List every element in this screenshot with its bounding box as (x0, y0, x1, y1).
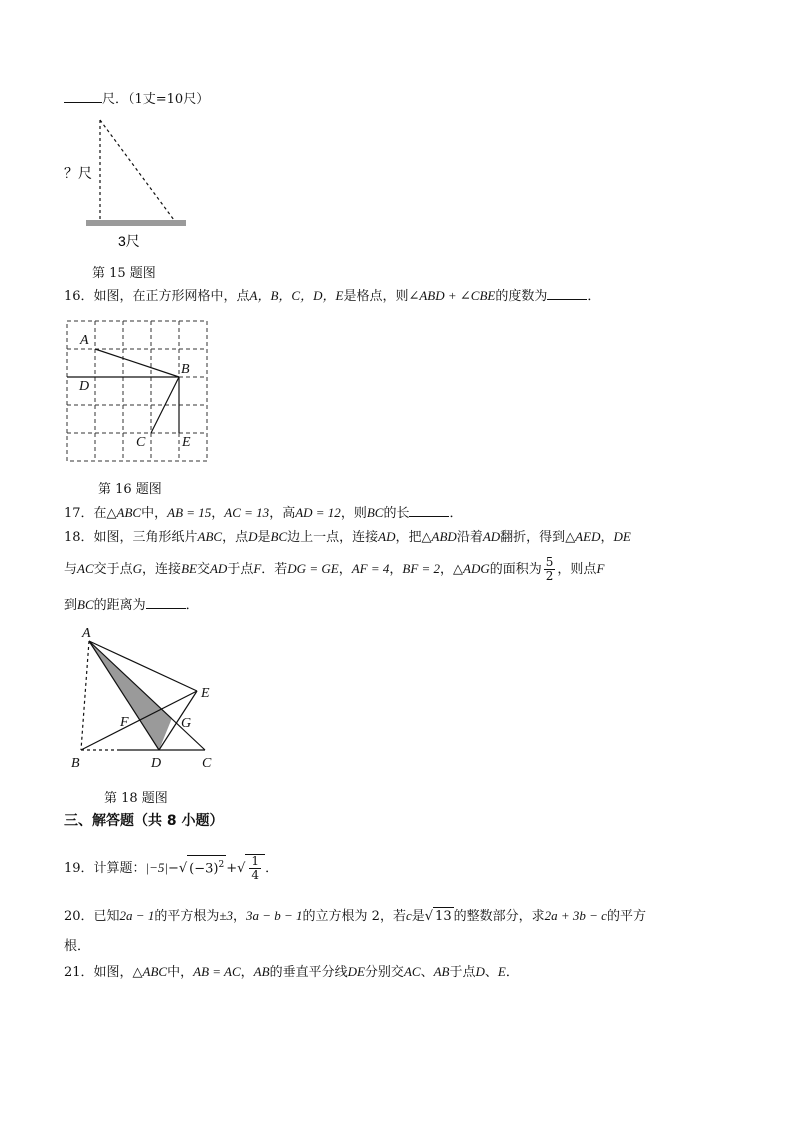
q17-line (64, 504, 462, 523)
q18-label-e: E (201, 686, 210, 701)
q20-sqrt: 13 (435, 909, 452, 924)
q21-line (64, 963, 519, 982)
q18-text: 沿着 (456, 530, 483, 545)
q19-sqrt (187, 855, 226, 878)
q18-math: DG = GE (287, 561, 339, 576)
q21-text: 的垂直平分线 (269, 965, 348, 980)
q21-math: E (497, 964, 506, 979)
q16-label-d: D (79, 379, 90, 394)
q18-text: 与 (64, 562, 78, 577)
q16-expr: ∠ABD + ∠CBE (408, 288, 496, 303)
ground-bar (86, 220, 186, 226)
q20-text: 的立方根为 2，若 (302, 909, 406, 924)
q16-label-a: A (80, 333, 89, 348)
q20-math: ±3 (219, 908, 233, 923)
q18-label-g: G (181, 716, 192, 731)
q16-grid-figure (64, 318, 214, 464)
q18-math: ABC (197, 529, 223, 544)
q18-text: 的距离为 (93, 598, 146, 613)
q18-math: G (132, 561, 143, 576)
frac-numerator: 1 (251, 854, 260, 868)
q20-math: c (405, 908, 412, 923)
q18-text: ，把 (395, 530, 422, 545)
q21-math: AB = AC (193, 964, 241, 979)
q18-text: 的面积为 (489, 562, 542, 577)
q18-line-1 (64, 528, 631, 547)
q21-text: 、 (484, 965, 498, 980)
q21-text: 分别交 (364, 965, 404, 980)
q18-text: ，连接 (142, 562, 182, 577)
q18-math: AC (77, 561, 94, 576)
q21-text: ， (240, 965, 254, 980)
q17-math: BC (366, 505, 384, 520)
section-heading: 三、解答题（共 8 小题） (64, 813, 224, 829)
q16-text: 的度数为 (495, 289, 548, 304)
q18-text: 18．如图，三角形纸片 (64, 530, 198, 545)
q17-text: 的长 (383, 506, 410, 521)
q15-line (64, 90, 209, 109)
q15-label-height: ？尺 (64, 165, 92, 181)
q16-end: ． (587, 289, 601, 304)
q20-text: ， (232, 909, 246, 924)
q18-math: AD (209, 561, 228, 576)
q18-text: ， (389, 562, 403, 577)
q16-line (64, 287, 600, 306)
frac-denominator: 2 (545, 569, 554, 583)
q18-label-d: D (151, 756, 162, 771)
q16-text: 16．如图，在正方形网格中，点 (64, 289, 250, 304)
answer-blank[interactable] (547, 287, 587, 300)
q17-text: ， (211, 506, 225, 521)
q16-caption: 第 16 题图 (98, 482, 162, 497)
q19-exponent: 2 (218, 859, 225, 870)
q18-text: 是 (257, 530, 271, 545)
shaded-triangle-adg (89, 641, 172, 750)
answer-blank[interactable] (146, 596, 186, 609)
q18-text: 边上一点，连接 (287, 530, 379, 545)
q18-text: ，点 (222, 530, 249, 545)
q21-math: DE (347, 964, 365, 979)
answer-blank[interactable] (64, 90, 102, 103)
q18-math: F (596, 561, 605, 576)
answer-blank[interactable] (409, 504, 449, 517)
q15-label-base: 3尺 (118, 233, 140, 249)
q18-text: 翻折，得到 (500, 530, 566, 545)
q18-label-a: A (82, 626, 91, 641)
q18-label-b: B (71, 756, 80, 771)
q18-math: BF = 2 (402, 561, 441, 576)
q16-points: A，B，C，D，E (249, 288, 344, 303)
q21-text: 21．如图， (64, 965, 133, 980)
q18-label-c: C (202, 756, 212, 771)
q21-end: ． (505, 965, 519, 980)
q17-text: ，则 (340, 506, 367, 521)
q18-end: ． (185, 598, 199, 613)
q17-math: AC = 13 (224, 505, 270, 520)
q15-tail: 尺．（1丈=10尺） (102, 92, 210, 107)
q21-text: 中， (167, 965, 194, 980)
q19-op: − (167, 861, 179, 876)
q19-abs: |−5| (145, 860, 168, 875)
q18-math: △ABD (421, 529, 457, 544)
q19-line: 19．计算题：|−5|−√ $(-3)^2$ +√ $\frac{1}{4}$ ． (64, 854, 279, 882)
q15-figure (60, 112, 200, 252)
q18-text: 交于点 (93, 562, 133, 577)
q20-math: 2a + 3b − c (544, 908, 607, 923)
q18-text: 到 (64, 598, 78, 613)
q18-text: 交 (196, 562, 210, 577)
q21-math: △ABC (132, 964, 168, 979)
q18-math: △AED (565, 529, 601, 544)
q21-text: 于点 (449, 965, 476, 980)
q18-math: D (248, 529, 258, 544)
q21-math: AB (253, 964, 270, 979)
q18-text: ， (600, 530, 614, 545)
q18-math: F (253, 561, 262, 576)
q18-text: ， (440, 562, 454, 577)
q19-radicand: (−3) (189, 861, 219, 876)
q20-math: 2a − 1 (119, 908, 155, 923)
q20-line-1: 20．已知2a − 1的平方根为±3，3a − b − 1的立方根为 2，若c是√ 13 的整数部分，求2a + 3b − c的平方 (64, 908, 646, 924)
q18-label-f: F (120, 715, 129, 730)
q19-op: + (226, 861, 238, 876)
q18-text: 于点 (227, 562, 254, 577)
q19-fraction (249, 855, 261, 882)
q18-math: AD (482, 529, 501, 544)
q18-line-3 (64, 596, 199, 615)
q18-text: ，则点 (557, 562, 597, 577)
q18-math: AD (378, 529, 396, 544)
q18-text: ．若 (261, 562, 288, 577)
q17-text: 17．在 (64, 506, 107, 521)
q17-text: 中， (141, 506, 168, 521)
frac-denominator: 4 (251, 868, 260, 882)
q21-math: AB (433, 964, 450, 979)
q18-math: DE (613, 529, 631, 544)
q17-math: △ABC (106, 505, 142, 520)
q18-caption: 第 18 题图 (104, 791, 168, 806)
q20-text: 的平方 (606, 909, 646, 924)
q17-text: ，高 (269, 506, 296, 521)
frac-numerator: 5 (545, 555, 554, 569)
q18-math: △ADG (453, 561, 490, 576)
q16-label-e: E (182, 435, 191, 450)
q21-math: AC (403, 964, 421, 979)
q19-sqrt-frac (245, 854, 265, 882)
q17-math: AB = 15 (167, 505, 212, 520)
q19-end: ． (265, 861, 279, 876)
q16-label-b: B (181, 362, 190, 377)
q20-text: 20．已知 (64, 909, 120, 924)
q20-text: 的平方根为 (154, 909, 220, 924)
q17-end: ． (449, 506, 463, 521)
q18-line-2 (64, 556, 604, 583)
q16-label-c: C (136, 435, 146, 450)
q21-math: D (475, 964, 485, 979)
q20-text: 的整数部分，求 (453, 909, 545, 924)
q15-caption: 第 15 题图 (92, 266, 156, 281)
q18-figure (64, 624, 234, 774)
q18-fraction (544, 556, 556, 583)
q20-math: 3a − b − 1 (246, 908, 303, 923)
q18-math: BE (181, 561, 197, 576)
q21-text: 、 (420, 965, 434, 980)
q20-line-2: 根． (64, 939, 91, 954)
q18-math: BC (270, 529, 288, 544)
q18-math: AF = 4 (351, 561, 390, 576)
q18-text: ， (338, 562, 352, 577)
q17-math: AD = 12 (295, 505, 341, 520)
q20-text: 是 (411, 909, 425, 924)
q16-text: 是格点，则 (343, 289, 409, 304)
q19-text: 19．计算题： (64, 861, 146, 876)
q18-math: BC (77, 597, 94, 612)
